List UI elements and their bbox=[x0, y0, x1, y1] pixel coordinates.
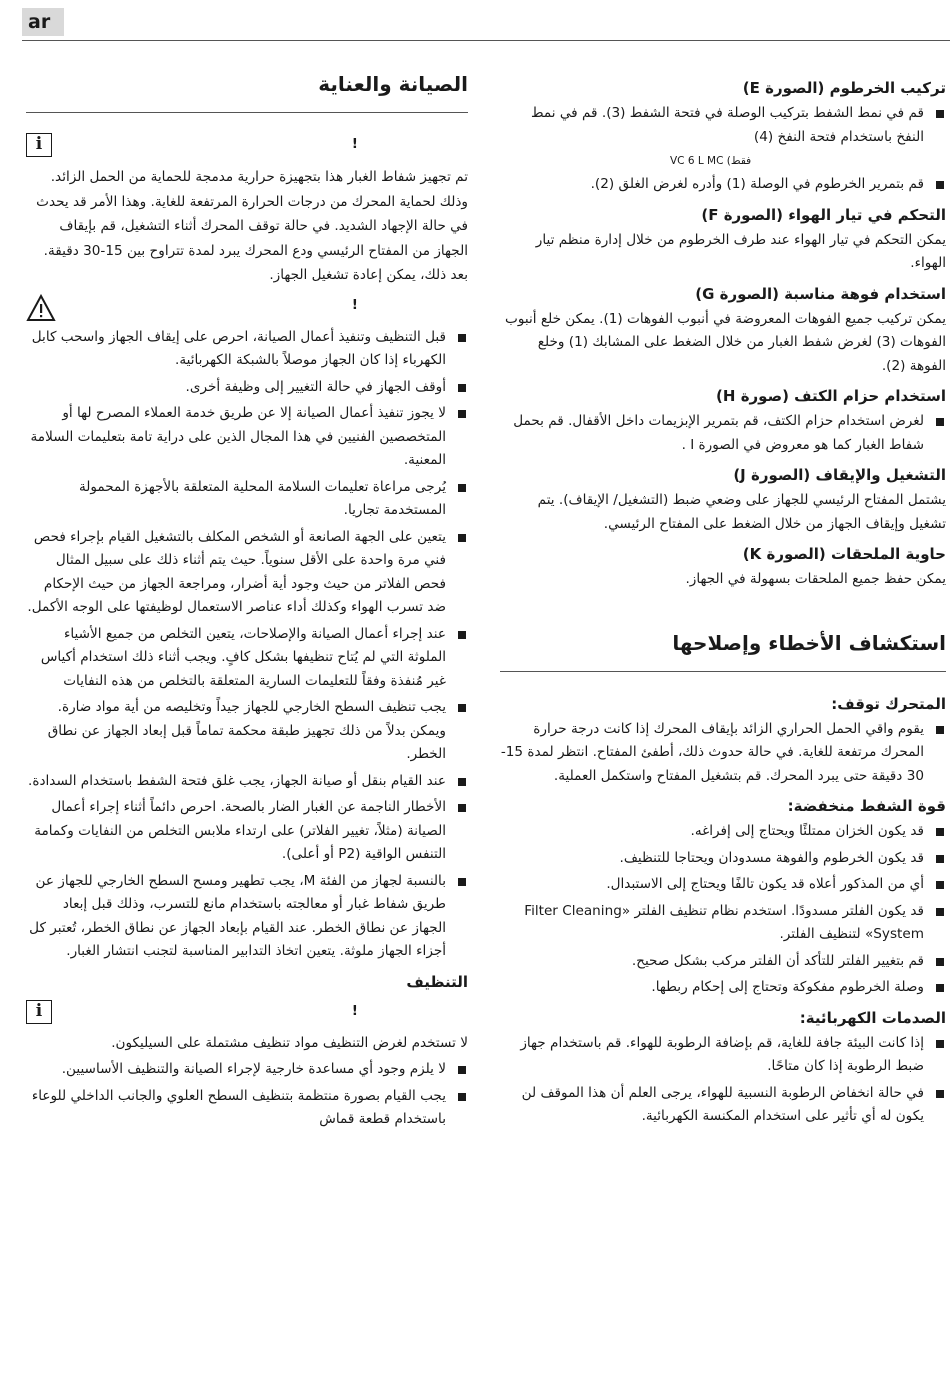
warning-notice bbox=[26, 294, 468, 324]
list-item: الأخطار الناجمة عن الغبار الضار بالصحة. احرص دائماً أثناء إجراء أعمال الصيانة (مثلاً، تغيير الفلاتر) على ارتداء ملابس التخلص من النفايات وكمامة التنفس الواقية (P2 أو أعلى). bbox=[26, 796, 468, 867]
list-item: بالنسبة لجهاز من الفئة M، يجب تطهير ومسح السطح الخارجي للجهاز عن طريق شفاط غبار أو معالجته باستخدام مانع للتسرب، وذلك قبل إبعاد الجهاز عن نطاق الخطر. عند القيام بإبعاد الجهاز عن نطاق الخطر، تُعتبر كل أجزاء الجهاز ملوثة. يتعين اتخاذ التدابير المناسبة لتجنب انتشار الغبار. bbox=[26, 870, 468, 964]
list-item: يجب القيام بصورة منتظمة بتنظيف السطح العلوي والجانب الداخلي للوعاء باستخدام قطعة قماش bbox=[26, 1085, 468, 1132]
list-item: لغرض استخدام حزام الكتف، قم بتمرير الإبزيمات داخل الأقفال. قم بحمل شفاط الغبار كما هو معروض في الصورة I . bbox=[500, 410, 946, 457]
troubleshoot-rule bbox=[500, 671, 946, 672]
left-column bbox=[26, 70, 468, 1135]
right-column bbox=[500, 70, 946, 1132]
list-item: يجب تنظيف السطح الخارجي للجهاز جيداً وتخليصه من أية مواد ضارة. ويمكن بدلاً من ذلك تجهيز طبقة محكمة تماماً قبل إبعاد الجهاز عن نطاق الخطر. bbox=[26, 696, 468, 767]
warning-exclaim: ! bbox=[351, 296, 358, 313]
list-item: لا يجوز تنفيذ أعمال الصيانة إلا عن طريق خدمة العملاء المصرح لها أو المتخصصين الفنيين في هذا المجال الذين على دراية تامة بتعليمات السلامة المعنية. bbox=[26, 402, 468, 473]
hose-list-2 bbox=[500, 173, 946, 197]
list-item: قبل التنظيف وتنفيذ أعمال الصيانة، احرص على إيقاف الجهاز واسحب كابل الكهرباء إذا كان الجهاز موصلاً بالشبكة الكهربائية. bbox=[26, 326, 468, 373]
strap-list bbox=[500, 410, 946, 457]
cleaning-notice bbox=[26, 1000, 468, 1030]
suction-title: قوة الشفط منخفضة: bbox=[787, 797, 946, 815]
list-item: وصلة الخرطوم مفكوكة وتحتاج إلى إحكام ربطها. bbox=[500, 976, 946, 1000]
cleaning-list bbox=[26, 1058, 468, 1132]
list-item: عند إجراء أعمال الصيانة والإصلاحات، يتعين التخلص من جميع الأشياء الملوثة التي لم يُتاح تنظيفها بشكل كافٍ. ويجب أثناء ذلك استخدام أكياس غير مُنفذة وفقاً للتعليمات السارية المتعلقة بالتخلص من هذه النفايات bbox=[26, 623, 468, 694]
maintenance-rule bbox=[26, 112, 468, 113]
list-item: يقوم واقي الحمل الحراري الزائد بإيقاف المحرك إذا كانت درجة حرارة المحرك مرتفعة للغاية. في حالة حدوث ذلك، أطفئ المفتاح. انتظر لمدة 15-30 دقيقة حتى يبرد المحرك. قم بتشغيل المفتاح واستكمل العملية. bbox=[500, 718, 946, 789]
list-item: قد يكون الفلتر مسدودًا. استخدم نظام تنظيف الفلتر «Filter Cleaning System» لتنظيف الفلتر. bbox=[500, 900, 946, 947]
nozzle-title: استخدام فوهة مناسبة (الصورة G) bbox=[695, 284, 946, 303]
hose-list bbox=[500, 102, 946, 149]
hose-title: تركيب الخرطوم (الصورة E) bbox=[742, 79, 946, 97]
info-notice bbox=[26, 133, 468, 163]
list-item: يُرجى مراعاة تعليمات السلامة المحلية المتعلقة بالأجهزة المحمولة المستخدمة تجاريا. bbox=[26, 476, 468, 523]
list-item: قد يكون الخرطوم والفوهة مسدودان ويحتاجا للتنظيف. bbox=[500, 847, 946, 871]
troubleshoot-title: استكشاف الأخطاء وإصلاحها bbox=[672, 630, 946, 655]
list-item: لا يلزم وجود أي مساعدة خارجية لإجراء الصيانة والتنظيف الأساسيين. bbox=[26, 1058, 468, 1082]
nozzle-text: يمكن تركيب جميع الفوهات المعروضة في أنبوب الفوهات (1). يمكن خلع أنبوب الفوهات (3) لغرض شفط الغبار من خلال الضغط على المشابك (1) وخلع الفوهة (2). bbox=[505, 310, 946, 374]
airflow-title: التحكم في تيار الهواء (الصورة F) bbox=[701, 205, 946, 224]
accessory-title: حاوية الملحقات (الصورة K) bbox=[742, 545, 946, 563]
list-item: عند القيام بنقل أو صيانة الجهاز، يجب غلق فتحة الشفط باستخدام السدادة. bbox=[26, 770, 468, 794]
info-exclaim: ! bbox=[351, 136, 358, 152]
info-icon: i bbox=[26, 133, 52, 157]
onoff-title: التشغيل والإيقاف (الصورة J) bbox=[733, 466, 946, 484]
header-rule bbox=[22, 40, 950, 41]
language-tag: ar bbox=[22, 8, 64, 36]
shock-list bbox=[500, 1032, 946, 1129]
motor-title: المتحرك توقف: bbox=[831, 694, 946, 713]
maintenance-list bbox=[26, 326, 468, 964]
strap-title: استخدام حزام الكتف (صورة H) bbox=[716, 387, 946, 405]
cleaning-exclaim: ! bbox=[351, 1002, 358, 1019]
onoff-text: يشتمل المفتاح الرئيسي للجهاز على وضعي ضبط (التشغيل/ الإيقاف). يتم تشغيل وإيقاف الجهاز من خلال الضغط على المفتاح الرئيسي. bbox=[537, 492, 946, 532]
cleaning-title: التنظيف bbox=[406, 972, 468, 991]
maintenance-title: الصيانة والعناية bbox=[318, 72, 468, 96]
list-item: يتعين على الجهة الصانعة أو الشخص المكلف بالتشغيل القيام بإجراء فحص فني مرة واحدة على الأقل سنوياً. حيث يتم أثناء ذلك على سبيل المثال فحص الفلاتر من حيث وجود أية أضرار، ومراجعة الجهاز من حيث الإحكام ضد تسرب الهواء وكذلك أداء عناصر الاستعمال لوظيفتها على الوجه الأكمل. bbox=[26, 526, 468, 620]
list-item: قم بتمرير الخرطوم في الوصلة (1) وأدره لغرض الغلق (2). bbox=[500, 173, 946, 197]
suction-list bbox=[500, 820, 946, 1000]
list-item: قم في نمط الشفط بتركيب الوصلة في فتحة الشفط (3). قم في نمط النفخ باستخدام فتحة النفخ (4) bbox=[500, 102, 946, 149]
list-item: أي من المذكور أعلاه قد يكون تالفًا ويحتاج إلى الاستبدال. bbox=[500, 873, 946, 897]
info-icon: i bbox=[26, 1000, 52, 1024]
shock-title: الصدمات الكهربائية: bbox=[799, 1008, 946, 1027]
list-item: إذا كانت البيئة جافة للغاية، قم بإضافة الرطوبة للهواء. قم باستخدام جهاز ضبط الرطوبة إذا كان متاحًا. bbox=[500, 1032, 946, 1079]
warning-triangle-icon bbox=[26, 294, 56, 322]
hose-note: VC 6 L MC (فقط bbox=[670, 155, 752, 167]
thermal-text: تم تجهيز شفاط الغبار هذا بتجهيزة حرارية مدمجة للحماية من الحمل الزائد. وذلك لحماية المحرك من درجات الحرارة المرتفعة للغاية. وهذا الأمر قد يحدث في حالة الإجهاد الشديد. في حالة توقف المحرك أثناء التشغيل، قم بإيقاف الجهاز من المفتاح الرئيسي ودع المحرك يبرد لمدة تتراوح بين 15-30 دقيقة. بعد ذلك، يمكن إعادة تشغيل الجهاز. bbox=[36, 169, 468, 283]
motor-list bbox=[500, 718, 946, 789]
list-item: في حالة انخفاض الرطوبة النسبية للهواء، يرجى العلم أن هذا الموقف لن يكون له أي تأثير على استخدام المكنسة الكهربائية. bbox=[500, 1082, 946, 1129]
airflow-text: يمكن التحكم في تيار الهواء عند طرف الخرطوم من خلال إدارة منظم تيار الهواء. bbox=[535, 231, 946, 271]
list-item: قم بتغيير الفلتر للتأكد أن الفلتر مركب بشكل صحيح. bbox=[500, 950, 946, 974]
list-item: قد يكون الخزان ممتلئًا ويحتاج إلى إفراغه. bbox=[500, 820, 946, 844]
list-item: أوقف الجهاز في حالة التغيير إلى وظيفة أخرى. bbox=[26, 376, 468, 400]
cleaning-text: لا تستخدم لغرض التنظيف مواد تنظيف مشتملة على السيليكون. bbox=[111, 1034, 468, 1051]
accessory-text: يمكن حفظ جميع الملحقات بسهولة في الجهاز. bbox=[685, 571, 946, 587]
